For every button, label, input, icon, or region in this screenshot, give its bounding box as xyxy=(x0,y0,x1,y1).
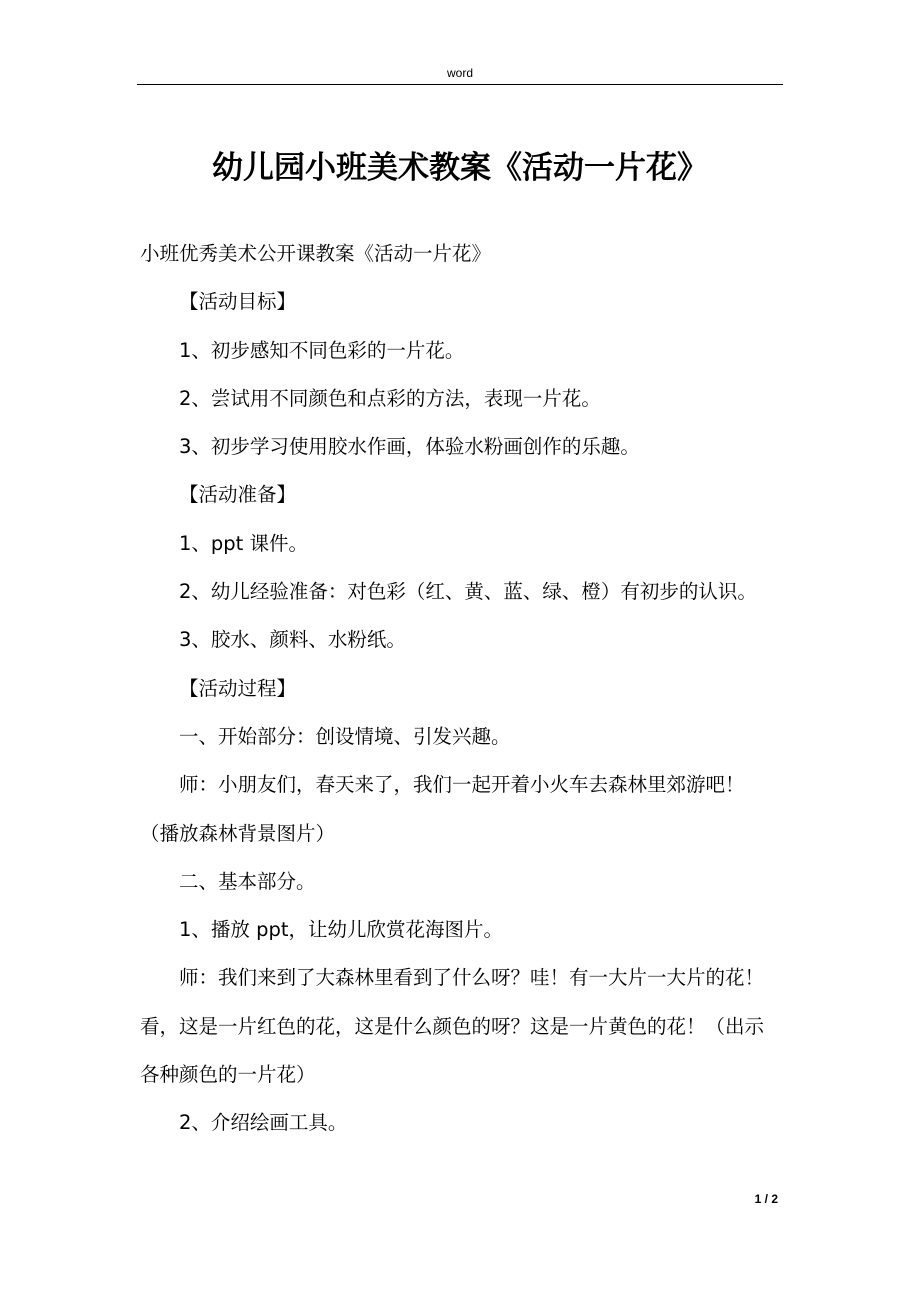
section-heading-process: 【活动过程】 xyxy=(179,676,297,700)
goal-item-2: 2、尝试用不同颜色和点彩的方法，表现一片花。 xyxy=(179,386,601,410)
page-header-label: word xyxy=(446,66,473,80)
goal-item-1: 1、初步感知不同色彩的一片花。 xyxy=(179,338,465,362)
subtitle-paragraph: 小班优秀美术公开课教案《活动一片花》 xyxy=(140,242,492,265)
document-body xyxy=(140,230,780,1148)
process-part-1-heading: 一、开始部分：创设情境、引发兴趣。 xyxy=(179,724,511,748)
process-step-2: 2、介绍绘画工具。 xyxy=(179,1111,348,1135)
preparation-item-2: 2、幼儿经验准备：对色彩（红、黄、蓝、绿、橙）有初步的认识。 xyxy=(179,580,757,604)
section-heading-goals: 【活动目标】 xyxy=(179,290,297,314)
header-divider xyxy=(137,84,783,85)
document-title: 幼儿园小班美术教案《活动一片花》 xyxy=(212,150,708,186)
section-heading-preparation: 【活动准备】 xyxy=(179,483,297,507)
page-number: 1 / 2 xyxy=(754,1192,778,1206)
preparation-item-3: 3、胶水、颜料、水粉纸。 xyxy=(179,628,406,652)
goal-item-3: 3、初步学习使用胶水作画，体验水粉画创作的乐趣。 xyxy=(179,435,640,459)
process-part-2-heading: 二、基本部分。 xyxy=(179,869,316,893)
teacher-dialogue-2: 师：我们来到了大森林里看到了什么呀？哇！有一大片一大片的花！看，这是一片红色的花，这是什么颜色的呀？这是一片黄色的花！（出示各种颜色的一片花） xyxy=(140,966,765,1087)
preparation-item-1: 1、ppt 课件。 xyxy=(179,531,309,555)
process-step-1: 1、播放 ppt，让幼儿欣赏花海图片。 xyxy=(179,918,504,942)
teacher-dialogue-1: 师：小朋友们，春天来了，我们一起开着小火车去森林里郊游吧！（播放森林背景图片） xyxy=(140,773,745,845)
